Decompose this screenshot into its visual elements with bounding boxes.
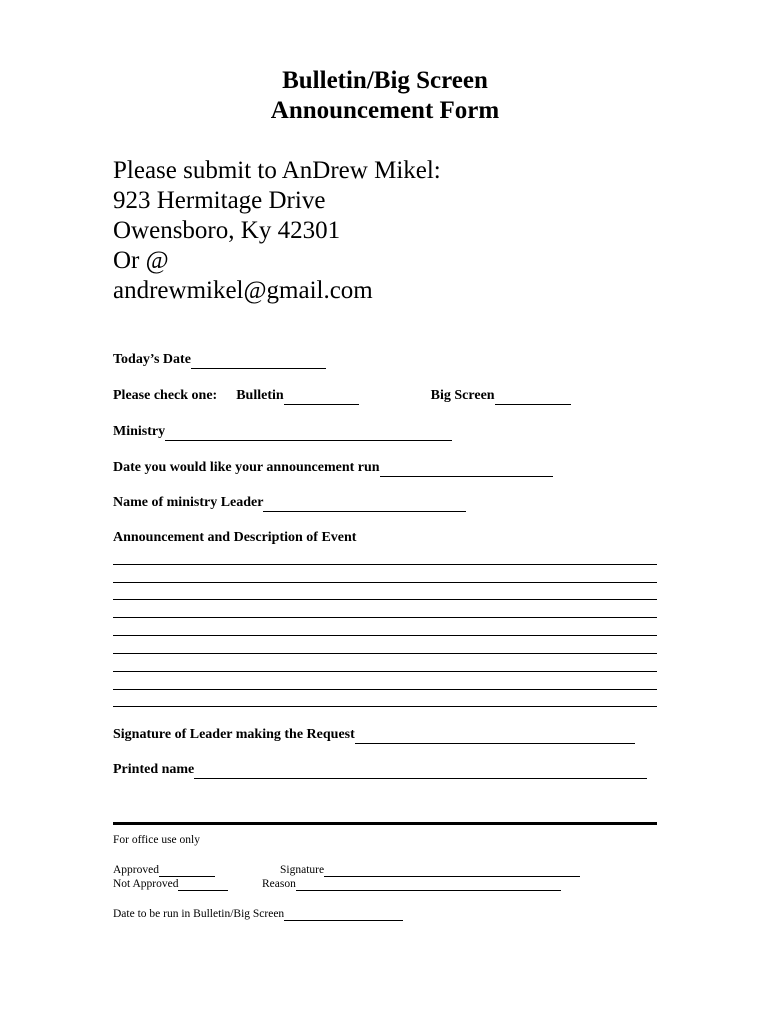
- leader-name-field: [113, 494, 466, 512]
- approved-field: [113, 863, 215, 877]
- city-state-zip: Owensboro, Ky 42301: [113, 217, 341, 244]
- announcement-line[interactable]: [113, 599, 657, 600]
- announcement-line[interactable]: [113, 564, 657, 565]
- reason-label: Reason: [262, 878, 296, 890]
- approved-label: Approved: [113, 864, 159, 876]
- announcement-line[interactable]: [113, 635, 657, 636]
- big-screen-check-input[interactable]: [495, 390, 571, 405]
- office-use-header: [113, 833, 200, 847]
- submit-to-line: Please submit to AnDrew Mikel:: [113, 157, 441, 184]
- announcement-line[interactable]: [113, 653, 657, 654]
- check-one-field: [113, 387, 571, 405]
- ministry-label: Ministry: [113, 424, 166, 439]
- check-one-label: Please check one:: [113, 388, 218, 403]
- ministry-input[interactable]: [165, 426, 452, 441]
- office-signature-field: [280, 863, 580, 877]
- run-date-label: Date you would like your announcement run: [113, 460, 380, 475]
- announcement-line[interactable]: [113, 671, 657, 672]
- date-run-field: [113, 907, 403, 921]
- date-run-input[interactable]: [284, 909, 403, 921]
- signature-input[interactable]: [355, 729, 635, 744]
- announcement-field: [113, 529, 356, 547]
- printed-name-input[interactable]: [194, 764, 647, 779]
- office-signature-input[interactable]: [324, 865, 580, 877]
- street-address: 923 Hermitage Drive: [113, 187, 326, 214]
- reason-field: [262, 877, 561, 891]
- bulletin-check-input[interactable]: [284, 390, 359, 405]
- signature-label: Signature of Leader making the Request: [113, 727, 355, 742]
- todays-date-input[interactable]: [191, 354, 326, 369]
- announcement-line[interactable]: [113, 617, 657, 618]
- announcement-line[interactable]: [113, 706, 657, 707]
- signature-field: [113, 726, 635, 744]
- bulletin-label: Bulletin: [236, 388, 284, 403]
- announcement-line[interactable]: [113, 689, 657, 690]
- email-address: andrewmikel@gmail.com: [113, 277, 373, 304]
- todays-date-field: [113, 351, 326, 369]
- not-approved-input[interactable]: [178, 879, 228, 891]
- office-signature-label: Signature: [280, 864, 325, 876]
- date-run-label: Date to be run in Bulletin/Big Screen: [113, 908, 285, 920]
- office-use-label: For office use only: [113, 834, 200, 846]
- not-approved-field: [113, 877, 228, 891]
- big-screen-label: Big Screen: [430, 388, 495, 403]
- run-date-field: [113, 459, 553, 477]
- leader-name-input[interactable]: [263, 497, 466, 512]
- printed-name-label: Printed name: [113, 762, 195, 777]
- printed-name-field: [113, 761, 647, 779]
- reason-input[interactable]: [296, 879, 561, 891]
- todays-date-label: Today’s Date: [113, 352, 191, 367]
- office-divider: [113, 822, 657, 825]
- approved-input[interactable]: [159, 865, 215, 877]
- form-title-line-2: Announcement Form: [270, 97, 500, 124]
- announcement-line[interactable]: [113, 582, 657, 583]
- not-approved-label: Not Approved: [113, 878, 179, 890]
- ministry-field: [113, 423, 452, 441]
- or-at-line: Or @: [113, 247, 169, 274]
- run-date-input[interactable]: [380, 462, 553, 477]
- announcement-label: Announcement and Description of Event: [113, 530, 357, 545]
- form-title-line-1: Bulletin/Big Screen: [282, 67, 488, 94]
- leader-name-label: Name of ministry Leader: [113, 495, 264, 510]
